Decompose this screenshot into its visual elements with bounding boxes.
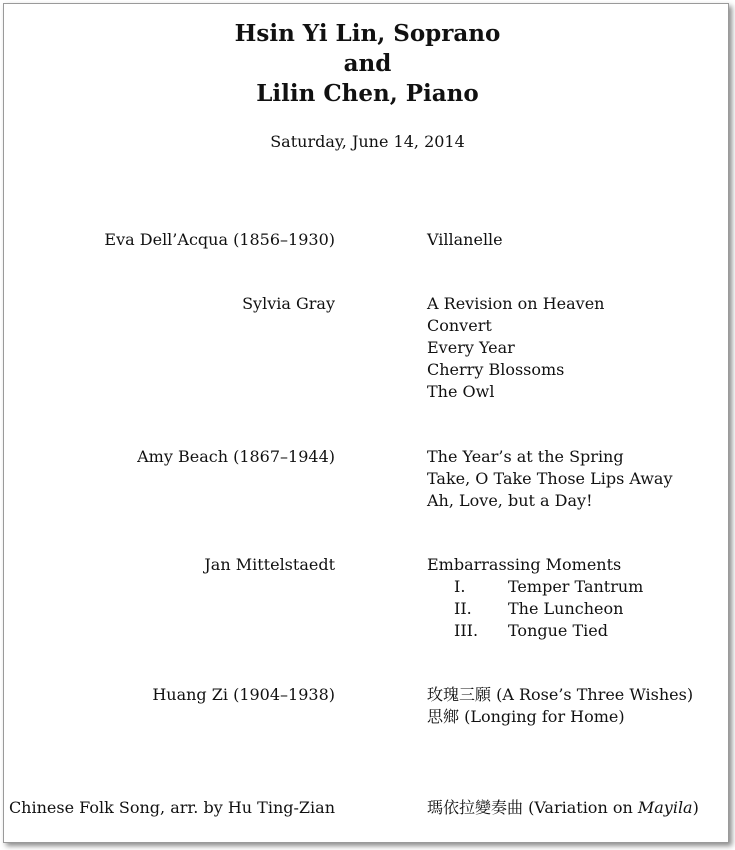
composer-gray: Sylvia Gray xyxy=(242,294,335,313)
work-title: Villanelle xyxy=(427,230,503,249)
work-title-suffix: ) xyxy=(692,798,699,817)
work-title: 玫瑰三願 (A Rose’s Three Wishes) xyxy=(427,685,694,704)
work-title-italic: Mayila xyxy=(637,798,693,817)
work-title: Cherry Blossoms xyxy=(427,360,565,379)
works-gray xyxy=(427,293,604,403)
work-title: 思鄉 (Longing for Home) xyxy=(427,707,625,726)
works-folk-song xyxy=(427,797,699,819)
composer-huang-zi: Huang Zi (1904–1938) xyxy=(152,685,335,704)
composer-dellacqua: Eva Dell’Acqua (1856–1930) xyxy=(104,230,335,249)
composer-folk-song: Chinese Folk Song, arr. by Hu Ting-Zian xyxy=(8,798,335,817)
movement-title: The Luncheon xyxy=(508,599,624,618)
works-dellacqua xyxy=(427,229,503,251)
works-beach xyxy=(427,446,673,512)
work-title: Take, O Take Those Lips Away xyxy=(427,469,673,488)
work-title: The Year’s at the Spring xyxy=(427,447,624,466)
work-title: Ah, Love, but a Day! xyxy=(427,491,593,510)
work-title: The Owl xyxy=(427,382,495,401)
performer-soprano: Hsin Yi Lin, Soprano xyxy=(234,20,501,47)
movement-number: II. xyxy=(454,599,472,618)
movement-number: I. xyxy=(454,577,466,596)
conjunction-and: and xyxy=(343,50,392,77)
work-title-prefix: 瑪依拉變奏曲 (Variation on xyxy=(427,798,638,817)
work-title: Embarrassing Moments xyxy=(427,555,622,574)
movement-number: III. xyxy=(454,621,479,640)
composer-beach: Amy Beach (1867–1944) xyxy=(137,447,335,466)
work-title: Convert xyxy=(427,316,492,335)
movement-row xyxy=(427,598,643,620)
movement-row xyxy=(427,576,643,598)
works-huang-zi xyxy=(427,684,693,728)
movement-row xyxy=(427,620,643,642)
movement-title: Tongue Tied xyxy=(508,621,608,640)
composer-mittelstaedt: Jan Mittelstaedt xyxy=(204,555,335,574)
work-title: A Revision on Heaven xyxy=(427,294,605,313)
movement-title: Temper Tantrum xyxy=(508,577,644,596)
concert-date: Saturday, June 14, 2014 xyxy=(270,132,465,151)
performer-piano: Lilin Chen, Piano xyxy=(256,80,479,107)
work-title: Every Year xyxy=(427,338,515,357)
works-mittelstaedt xyxy=(427,554,643,642)
work-title xyxy=(427,797,699,819)
